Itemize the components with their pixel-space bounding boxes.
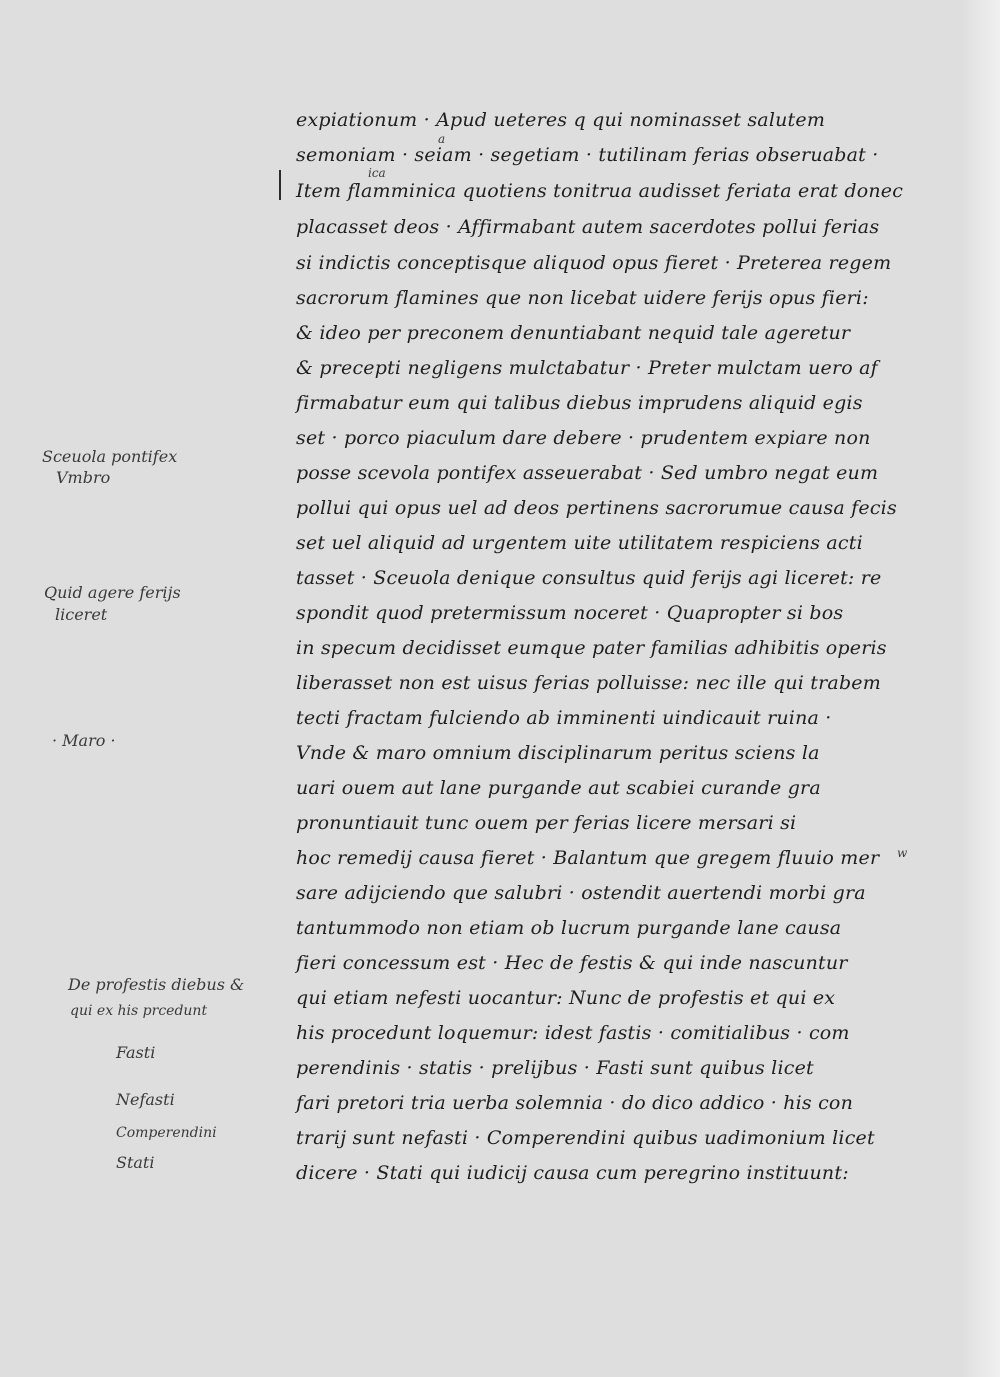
text-line: liberasset non est uisus ferias polluisse: nec ille qui trabem [296, 672, 881, 694]
text-line: sacrorum flamines que non licebat uidere ferijs opus fieri: [296, 287, 869, 309]
text-line: set · porco piaculum dare debere · prudentem expiare non [296, 427, 871, 449]
margin-note-quid-agere: Quid agere ferijs [44, 583, 181, 602]
capital-i-stroke [279, 170, 281, 200]
text-line: & ideo per preconem denuntiabant nequid tale ageretur [296, 322, 851, 344]
text-line: placasset deos · Affirmabant autem sacerdotes pollui ferias [296, 216, 880, 238]
text-line: set uel aliquid ad urgentem uite utilitatem respiciens acti [296, 532, 863, 554]
margin-note-nefasti: Nefasti [116, 1090, 175, 1109]
margin-note-procedunt: qui ex his prcedunt [70, 1003, 208, 1019]
text-line: uari ouem aut lane purgande aut scabiei curande gra [296, 777, 821, 799]
margin-note-sceuola: Sceuola pontifex [42, 447, 178, 466]
text-line: & precepti negligens mulctabatur · Preter mulctam uero af [296, 357, 878, 379]
text-line: fari pretori tria uerba solemnia · do dico addico · his con [296, 1092, 854, 1114]
text-line: his procedunt loquemur: idest fastis · comitialibus · com [296, 1022, 850, 1044]
text-line: spondit quod pretermissum noceret · Quapropter si bos [296, 602, 844, 624]
text-line: pronuntiauit tunc ouem per ferias licere mersari si [296, 812, 797, 834]
margin-note-fasti: Fasti [116, 1043, 156, 1062]
margin-note-stati: Stati [116, 1153, 155, 1172]
text-line: Item flamminica quotiens tonitrua audisset feriata erat donec [296, 180, 904, 202]
text-line: posse scevola pontifex asseuerabat · Sed umbro negat eum [296, 462, 879, 484]
text-line: hoc remedij causa fieret · Balantum que gregem fluuio mer [296, 847, 880, 869]
interlinear-gloss: ica [368, 166, 386, 180]
text-line: tantummodo non etiam ob lucrum purgande lane causa [296, 917, 842, 939]
margin-note-liceret: liceret [55, 605, 108, 624]
text-line: si indictis conceptisque aliquod opus fieret · Preterea regem [296, 252, 892, 274]
text-line: perendinis · statis · prelijbus · Fasti sunt quibus licet [296, 1057, 814, 1079]
text-line: in specum decidisset eumque pater familias adhibitis operis [296, 637, 887, 659]
margin-note-comperendini: Comperendini [116, 1125, 217, 1141]
text-line: expiationum · Apud ueteres q qui nominasset salutem [296, 109, 826, 131]
margin-note-de-profestis: De profestis diebus & [68, 975, 245, 994]
text-line: sare adijciendo que salubri · ostendit auertendi morbi gra [296, 882, 866, 904]
text-line: semoniam · seiam · segetiam · tutilinam ferias obseruabat · [296, 144, 879, 166]
text-line: fieri concessum est · Hec de festis & qui inde nascuntur [296, 952, 848, 974]
margin-note-maro: · Maro · [52, 731, 116, 750]
text-line: trarij sunt nefasti · Comperendini quibus uadimonium licet [296, 1127, 875, 1149]
text-line: tecti fractam fulciendo ab imminenti uindicauit ruina · [296, 707, 832, 729]
interlinear-gloss: w [897, 846, 908, 860]
text-line: dicere · Stati qui iudicij causa cum peregrino instituunt: [296, 1162, 849, 1184]
text-line: firmabatur eum qui talibus diebus imprudens aliquid egis [296, 392, 863, 414]
text-line: qui etiam nefesti uocantur: Nunc de profestis et qui ex [296, 987, 836, 1009]
text-line: tasset · Sceuola denique consultus quid ferijs agi liceret: re [296, 567, 882, 589]
interlinear-gloss: a [438, 132, 446, 146]
text-line: pollui qui opus uel ad deos pertinens sacrorumue causa fecis [296, 497, 897, 519]
text-line: Vnde & maro omnium disciplinarum peritus sciens la [296, 742, 820, 764]
margin-note-umbro: Vmbro [56, 468, 111, 487]
